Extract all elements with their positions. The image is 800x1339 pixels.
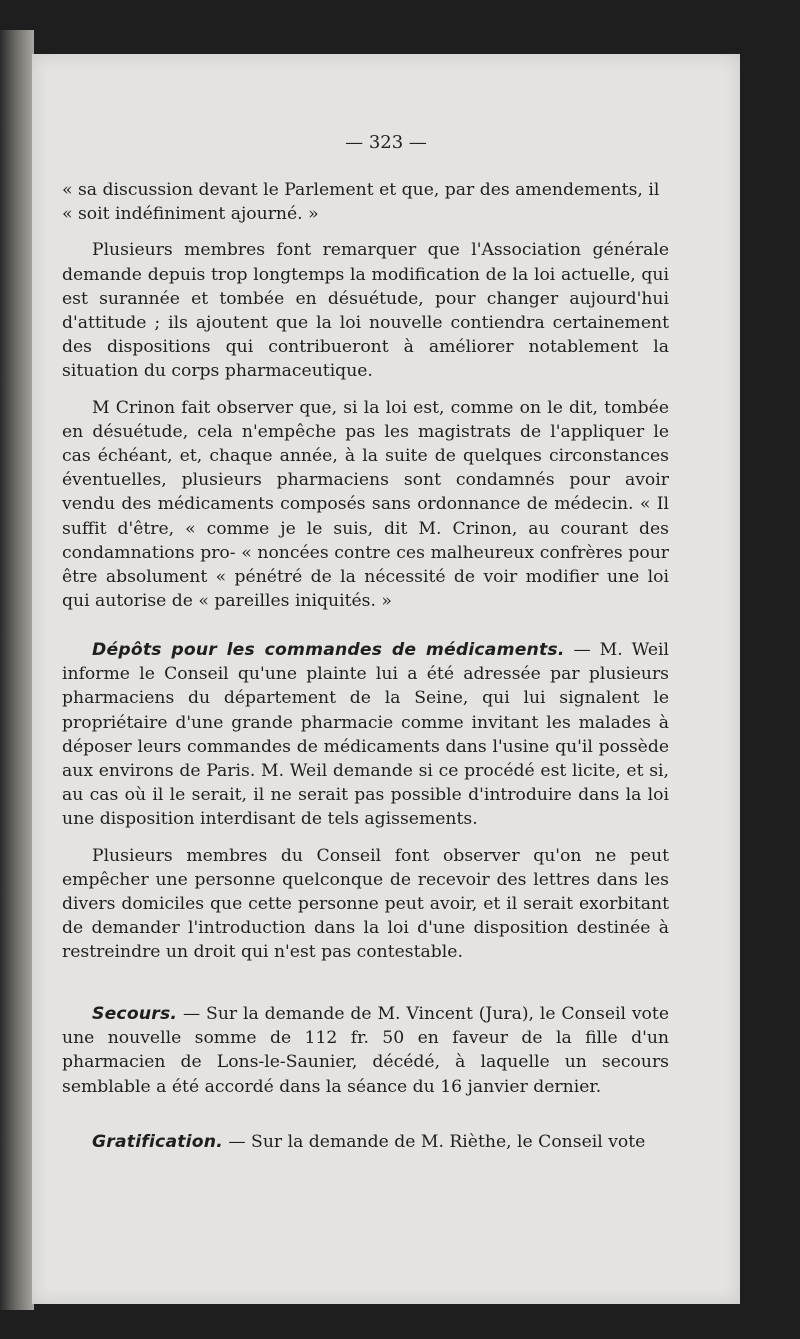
quote-line: « sa discussion devant le Parlement et que, par des amendements, il (62, 180, 660, 200)
section-gratification (62, 1130, 669, 1166)
paragraph-body: — Sur la demande de M. Vincent (Jura), le Conseil vote une nouvelle somme de 112 fr. 50 en faveur de la fille d'un pharmacien de Lons-le-Saunier, décédé, à laquelle un secours semblable a été accordé dans la séance du 16 janvier dernier. (62, 1004, 669, 1097)
previous-page-edge (0, 30, 34, 1310)
section-heading: Gratification. (92, 1132, 223, 1152)
section-secours (62, 1002, 669, 1111)
book-page (32, 54, 740, 1304)
paragraph: Plusieurs membres font remarquer que l'Association générale demande depuis trop longtemps la modification de la loi actuelle, qui est surannée et tombée en désuétude, pour changer aujourd'hui d'attitude ; ils ajoutent que la loi nouvelle contiendra certainement des dispositions qui contribueront à améliorer notablement la situation du corps pharmaceutique. (62, 240, 669, 382)
paragraph: M Crinon fait observer que, si la loi est, comme on le dit, tombée en désuétude, cela n'empêche pas les magistrats de l'appliquer le cas échéant, et, chaque année, à la suite de quelques circonstances éventuelles, plusieurs pharmaciens sont condamnés pour avoir vendu des médicaments composés sans ordonnance de médecin. « Il suffit d'être, « comme je le suis, dit M. Crinon, au courant des condamnations pro- « noncées contre ces malheureux confrères pour être absolument « pénétré de la nécessité de voir modifier une loi qui autorise de « pareilles iniquités. » (62, 397, 669, 612)
page-number: — 323 — (345, 132, 427, 153)
quote-continuation (62, 178, 669, 625)
section-heading: Secours. (92, 1004, 178, 1024)
paragraph (62, 1130, 669, 1154)
paragraph: Plusieurs membres du Conseil font observer qu'on ne peut empêcher une personne quelconque de recevoir des lettres dans les divers domiciles que cette personne peut avoir, et il serait exorbitant de demander l'introduction dans la loi d'une disposition destinée à restreindre un droit qui n'est pas contestable. (62, 845, 669, 963)
quote-line: « soit indéfiniment ajourné. » (62, 204, 319, 225)
paragraph-body: — M. Weil informe le Conseil qu'une plainte lui a été adressée par plusieurs pharmaciens du département de la Seine, qui lui signalent le propriétaire d'une grande pharmacie comme invitant les malades à déposer leurs commandes de médicaments dans l'usine qu'il possède aux environs de Paris. M. Weil demande si ce procédé est licite, et si, au cas où il le serait, il ne serait pas possible d'introduire dans la loi une disposition interdisant de tels agissements. (62, 640, 669, 830)
paragraph-body: — Sur la demande de M. Rièthe, le Conseil vote (222, 1132, 646, 1152)
section-heading: Dépôts pour les commandes de médicaments. (92, 640, 565, 660)
paragraph (62, 1002, 669, 1099)
paragraph (62, 638, 669, 832)
section-depots (62, 638, 669, 977)
